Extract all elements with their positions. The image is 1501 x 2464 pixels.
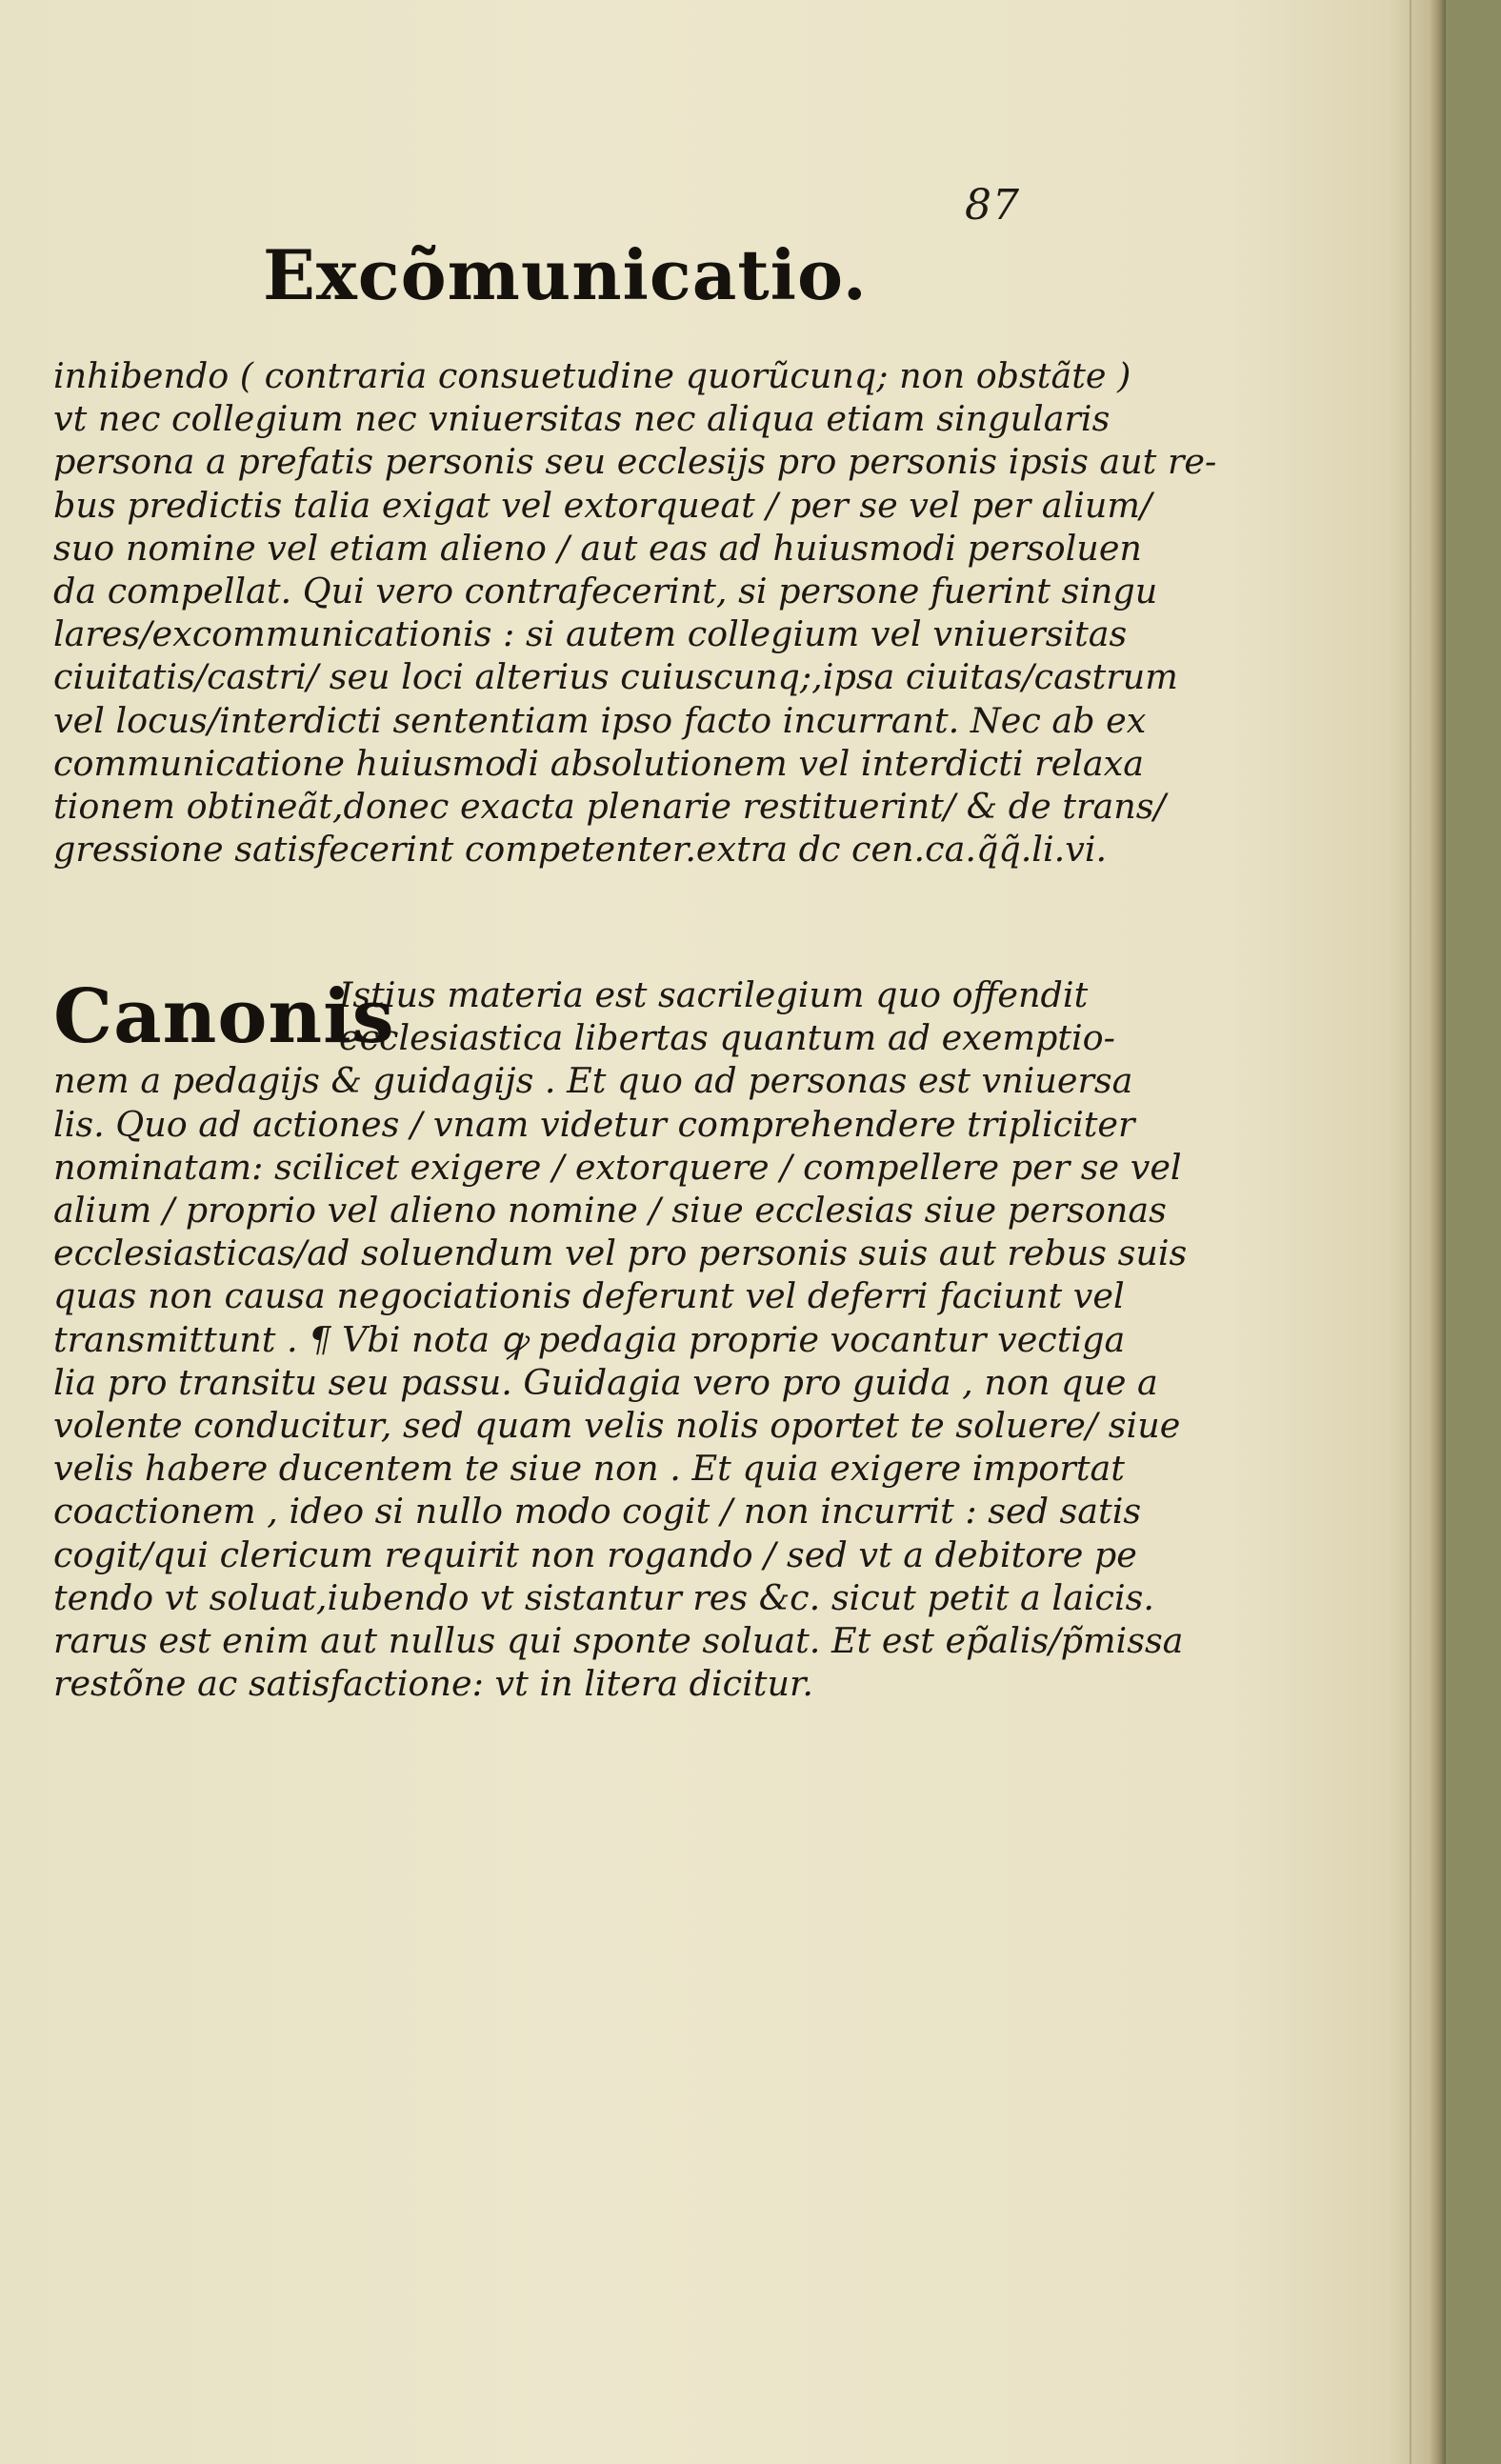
text-line: ciuitatis/castri/ seu loci alterius cuiuscunq;,ipsa ciuitas/castrum: [53, 656, 1178, 698]
text-line: lis. Quo ad actiones / vnam videtur comprehendere tripliciter: [53, 1103, 1135, 1145]
text-line: nem a pedagijs & guidagijs . Et quo ad personas est vniuersa: [53, 1060, 1133, 1102]
text-line: cogit/qui clericum requirit non rogando / sed vt a debitore pe: [53, 1533, 1137, 1575]
text-line: vt nec collegium nec vniuersitas nec aliqua etiam singularis: [53, 398, 1111, 440]
text-line: quas non causa negociationis deferunt vel deferri faciunt vel: [53, 1275, 1125, 1317]
text-line: coactionem , ideo si nullo modo cogit / non incurrit : sed satis: [53, 1491, 1142, 1532]
text-line: rarus est enim aut nullus qui sponte soluat. Et est ep̃alis/p̃missa: [53, 1620, 1184, 1662]
text-line: transmittunt . ¶ Vbi nota ꝙ pedagia proprie vocantur vectiga: [53, 1318, 1126, 1360]
text-line: velis habere ducentem te siue non . Et quia exigere importat: [53, 1448, 1125, 1490]
running-head: Excõmunicatio.: [263, 234, 868, 315]
text-line: volente conducitur, sed quam velis nolis oportet te soluere/ siue: [53, 1405, 1181, 1447]
page-crease: [1410, 0, 1411, 2464]
page-edge: [1429, 0, 1446, 2464]
text-line: da compellat. Qui vero contrafecerint, si persone fuerint singu: [53, 571, 1158, 612]
text-line: persona a prefatis personis seu ecclesijs pro personis ipsis aut re-: [53, 441, 1217, 483]
text-line: tendo vt soluat,iubendo vt sistantur res &c. sicut petit a laicis.: [53, 1576, 1154, 1618]
text-line: vel locus/interdicti sententiam ipso facto incurrant. Nec ab ex: [53, 699, 1147, 741]
scan-backdrop: [1446, 0, 1501, 2464]
text-line: gressione satisfecerint competenter.extra dc cen.ca.q̃q̃.li.vi.: [53, 829, 1108, 871]
text-line: ecclesiasticas/ad soluendum vel pro personis suis aut rebus suis: [53, 1232, 1188, 1274]
text-line: suo nomine vel etiam alieno / aut eas ad huiusmodi persoluen: [53, 527, 1142, 569]
text-line: tionem obtineãt,donec exacta plenarie restituerint/ & de trans/: [53, 786, 1166, 828]
commentary-second-line: ecclesiastica libertas quantum ad exemptio-: [339, 1017, 1115, 1059]
text-line: lares/excommunicationis : si autem collegium vel vniuersitas: [53, 613, 1128, 655]
commentary-block: [53, 973, 1188, 1705]
text-line: alium / proprio vel alieno nomine / siue ecclesias siue personas: [53, 1190, 1167, 1232]
main-text-block: [53, 354, 1217, 871]
text-line: communicatione huiusmodi absolutionem vel interdicti relaxa: [53, 742, 1145, 784]
text-line: restõne ac satisfactione: vt in litera dicitur.: [53, 1663, 814, 1705]
page-number: 87: [965, 181, 1020, 230]
text-line: bus predictis talia exigat vel extorqueat / per se vel per alium/: [53, 484, 1152, 526]
text-line: inhibendo ( contraria consuetudine quorũcunq; non obstãte ): [53, 355, 1131, 396]
text-line: lia pro transitu seu passu. Guidagia vero pro guida , non que a: [53, 1361, 1158, 1403]
section-heading: Canonis: [53, 973, 395, 1060]
text-line: nominatam: scilicet exigere / extorquere / compellere per se vel: [53, 1146, 1182, 1188]
commentary-first-line: Istius materia est sacrilegium quo offendit: [339, 974, 1089, 1015]
